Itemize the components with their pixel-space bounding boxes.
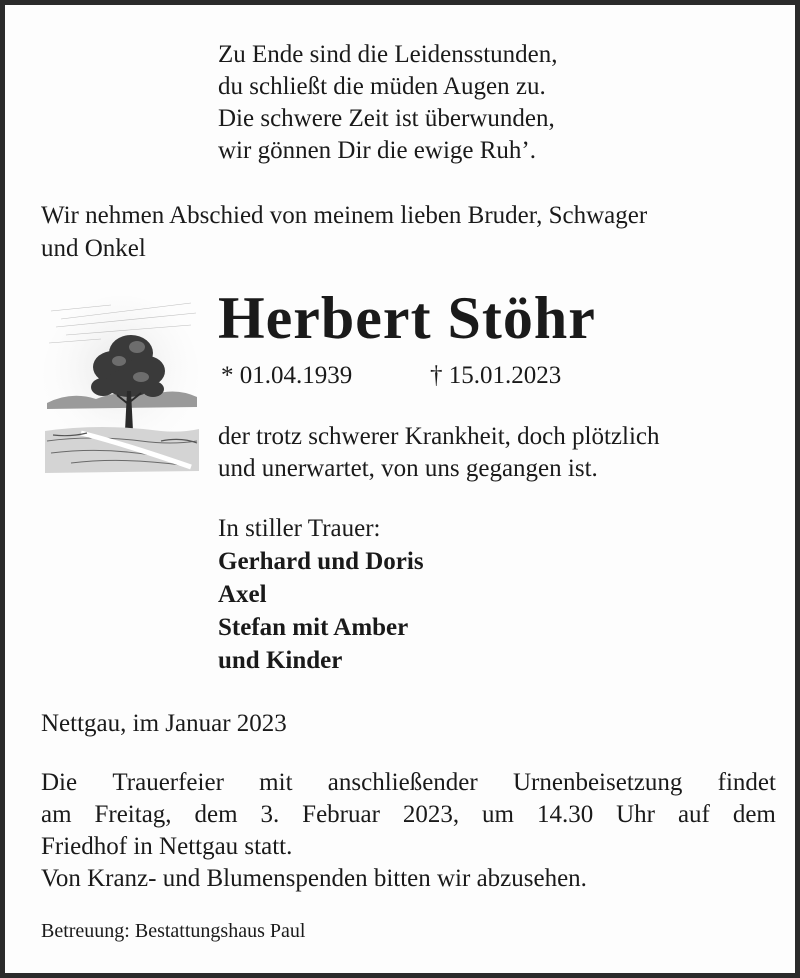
ceremony-word: am	[41, 801, 72, 828]
death-date: † 15.01.2023	[430, 362, 562, 389]
undertaker-credit: Betreuung: Bestattungshaus Paul	[41, 920, 306, 942]
ceremony-word: um	[482, 801, 514, 828]
ceremony-word: Februar	[302, 801, 380, 828]
ceremony-info	[41, 767, 776, 895]
intro-line: und Onkel	[41, 235, 146, 262]
passing-line: der trotz schwerer Krankheit, doch plötzlich	[218, 423, 660, 450]
ceremony-word: Die	[41, 769, 78, 796]
mourner-name: und Kinder	[218, 647, 343, 674]
ceremony-line	[41, 799, 776, 831]
mourners-heading: In stiller Trauer:	[218, 515, 381, 542]
ceremony-line	[41, 767, 776, 799]
passing-text	[218, 421, 660, 485]
poem	[218, 39, 558, 167]
mourner-name: Axel	[218, 581, 267, 608]
poem-line: du schließt die müden Augen zu.	[218, 73, 546, 100]
poem-line: Die schwere Zeit ist überwunden,	[218, 105, 555, 132]
passing-line: und unerwartet, von uns gegangen ist.	[218, 455, 598, 482]
place-date: Nettgau, im Januar 2023	[41, 710, 287, 737]
poem-line: wir gönnen Dir die ewige Ruh’.	[218, 137, 536, 164]
tree-landscape-icon	[41, 291, 201, 481]
ceremony-line: Von Kranz- und Blumenspenden bitten wir abzusehen.	[41, 865, 587, 892]
ceremony-word: Trauerfeier	[112, 769, 224, 796]
ceremony-word: auf	[677, 801, 710, 828]
intro-line: Wir nehmen Abschied von meinem lieben Bruder, Schwager	[41, 202, 648, 229]
mourners-block	[218, 512, 424, 677]
ceremony-word: Uhr	[616, 801, 656, 828]
ceremony-word: dem	[194, 801, 238, 828]
mourner-name: Gerhard und Doris	[218, 548, 424, 575]
ceremony-word: 3.	[260, 801, 280, 828]
deceased-name: Herbert Stöhr	[218, 285, 596, 351]
mourner-name: Stefan mit Amber	[218, 614, 409, 641]
ceremony-word: dem	[732, 801, 776, 828]
ceremony-word: Urnenbeisetzung	[512, 769, 683, 796]
ceremony-word: anschließender	[327, 769, 478, 796]
farewell-intro	[41, 199, 776, 265]
ceremony-word: Freitag,	[94, 801, 172, 828]
birth-date: * 01.04.1939	[221, 362, 353, 389]
ceremony-word: mit	[259, 769, 293, 796]
poem-line: Zu Ende sind die Leidensstunden,	[218, 41, 558, 68]
ceremony-word: findet	[717, 769, 776, 796]
ceremony-line: Friedhof in Nettgau statt.	[41, 833, 293, 860]
ceremony-word: 14.30	[536, 801, 594, 828]
ceremony-word: 2023,	[402, 801, 460, 828]
